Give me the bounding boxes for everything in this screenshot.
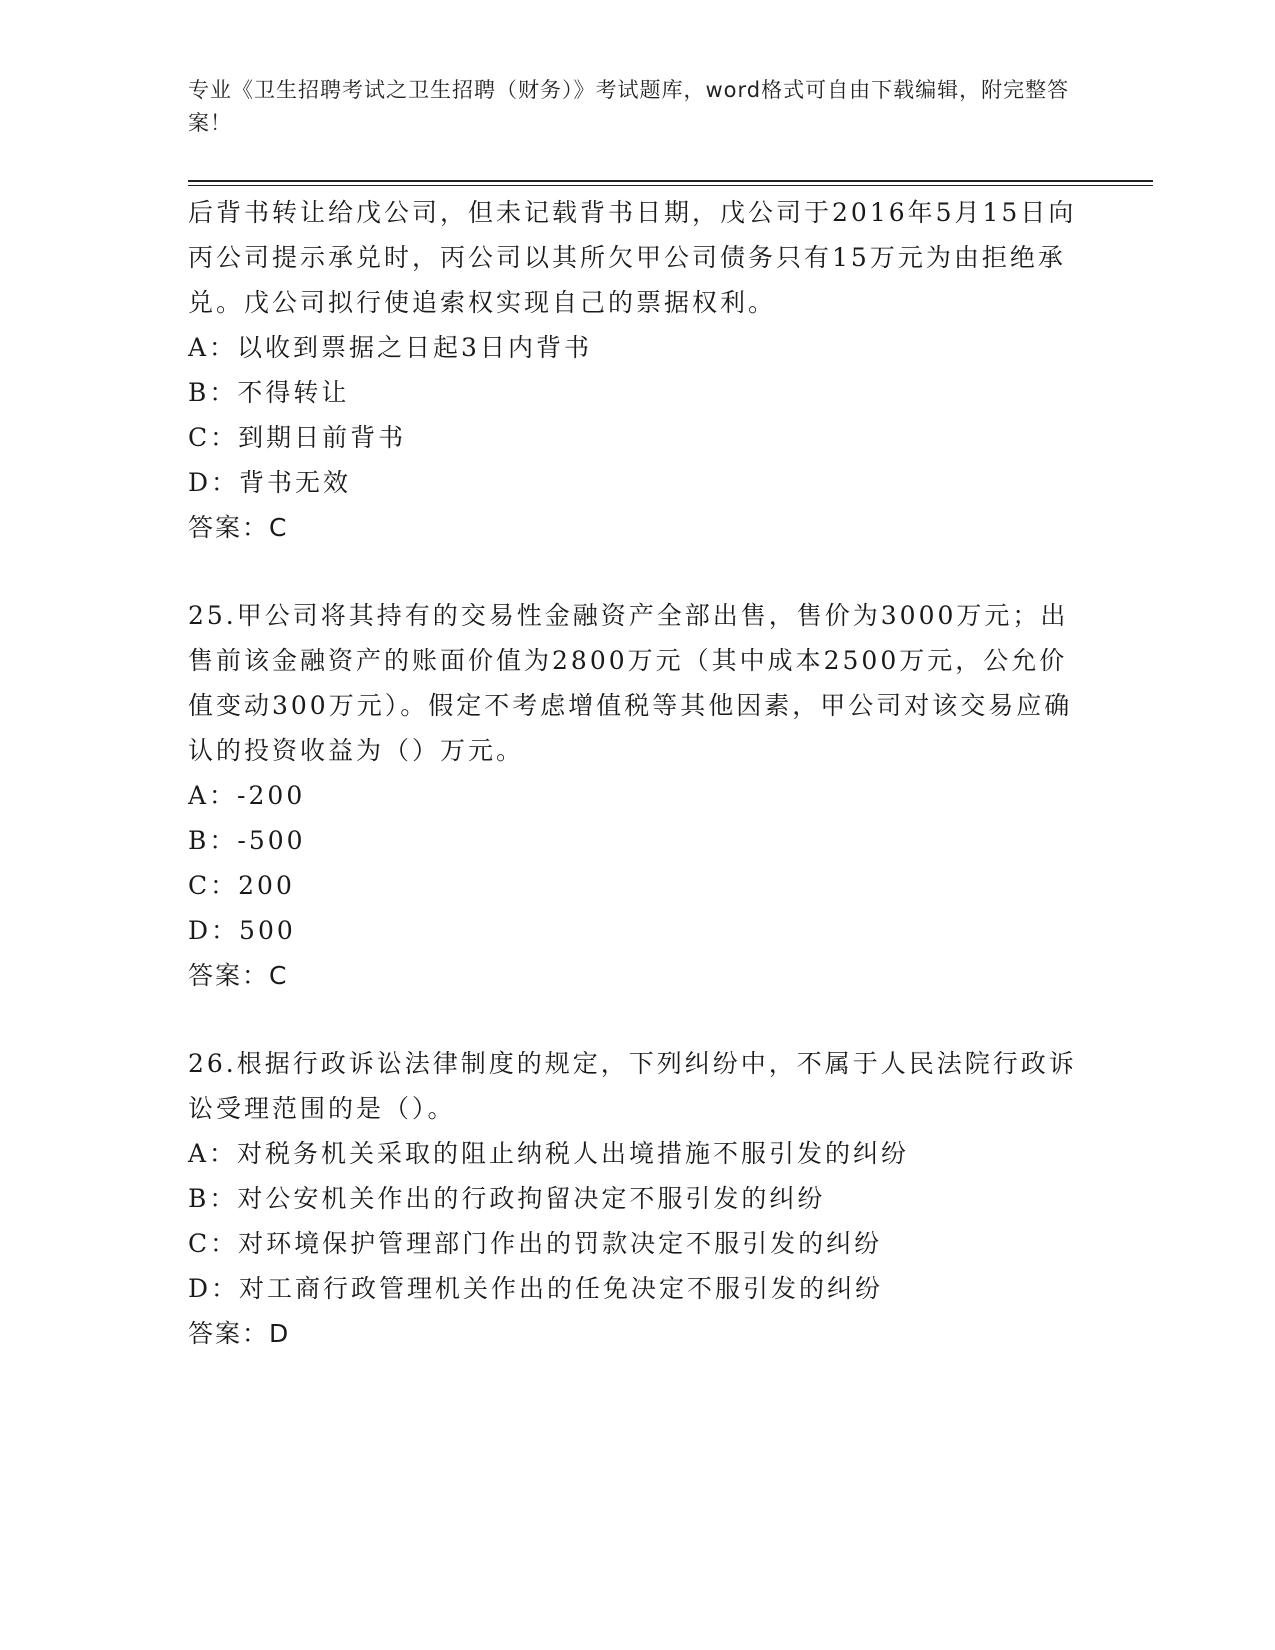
option-b: B：对公安机关作出的行政拘留决定不服引发的纠纷 xyxy=(188,1184,826,1213)
option-b: B：-500 xyxy=(188,826,306,855)
page-header: 专业《卫生招聘考试之卫生招聘（财务）》考试题库，word格式可自由下载编辑，附完整答案！ xyxy=(188,78,1070,135)
option-b: B：不得转让 xyxy=(188,378,350,407)
header-divider xyxy=(188,180,1153,182)
question-stem: 26.根据行政诉讼法律制度的规定，下列纠纷中，不属于人民法院行政诉讼受理范围的是（）。 xyxy=(188,1049,1077,1123)
option-c: C：200 xyxy=(188,871,295,900)
answer-label: 答案：C xyxy=(188,513,289,542)
option-d: D：500 xyxy=(188,916,296,945)
option-a: A：以收到票据之日起3日内背书 xyxy=(188,333,592,362)
question-stem: 25.甲公司将其持有的交易性金融资产全部出售，售价为3000万元；出售前该金融资产的账面价值为2800万元（其中成本2500万元，公允价值变动300万元）。假定不考虑增值税等其他因素，甲公司对该交易应确认的投资收益为（）万元。 xyxy=(188,601,1073,765)
answer-label: 答案：D xyxy=(188,1319,291,1348)
question-26 xyxy=(188,1041,1083,1357)
option-a: A：-200 xyxy=(188,781,306,810)
option-a: A：对税务机关采取的阻止纳税人出境措施不服引发的纠纷 xyxy=(188,1139,910,1168)
header-divider-thin xyxy=(188,185,1153,186)
question-stem: 后背书转让给戊公司，但未记载背书日期，戊公司于2016年5月15日向丙公司提示承兑时，丙公司以其所欠甲公司债务只有15万元为由拒绝承兑。戊公司拟行使追索权实现自己的票据权利。 xyxy=(188,198,1077,317)
option-d: D：背书无效 xyxy=(188,468,352,497)
answer-label: 答案：C xyxy=(188,961,289,990)
question-25 xyxy=(188,593,1083,999)
question-continued xyxy=(188,190,1083,551)
document-body xyxy=(188,190,1083,1357)
option-d: D：对工商行政管理机关作出的任免决定不服引发的纠纷 xyxy=(188,1274,884,1303)
option-c: C：对环境保护管理部门作出的罚款决定不服引发的纠纷 xyxy=(188,1229,883,1258)
option-c: C：到期日前背书 xyxy=(188,423,407,452)
